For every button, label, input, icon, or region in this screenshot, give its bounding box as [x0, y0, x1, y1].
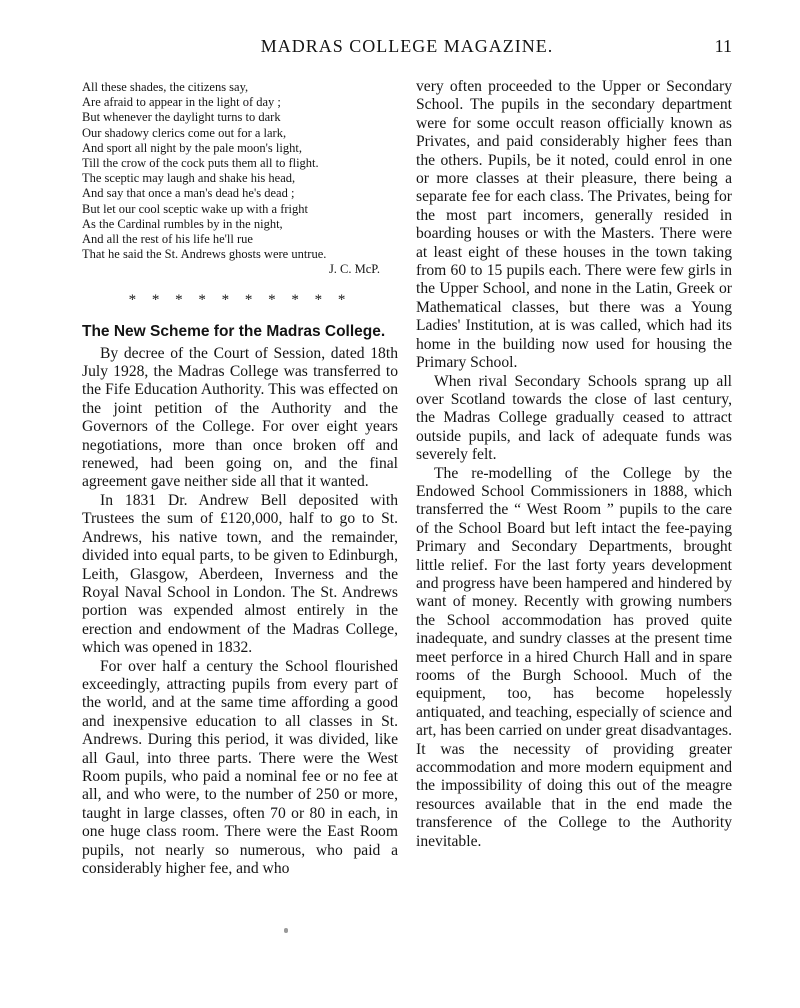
paragraph: The re-modelling of the College by the Endowed School Commissioners in 1888, which transferred the “ West Room ” pupils to the care of the School Board but left intact the fee-paying Primary and Secondary Departments, brought little relief. For the last forty years development and progress have been hampered and hindered by want of money. Recently with growing numbers the School accommodation has proved quite inadequate, and sundry classes at the present time meet perforce in a hired Church Hall and in spare rooms of the Burgh Schoool. Much of the equipment, too, has become hopelessly antiquated, and teaching, especially of science and art, has been carried on under great disadvantages. It was the necessity of providing greater accommodation and more modern equipment and the impossibility of doing this out of the meagre resources available that in the end made the transference of the College to the Authority inevitable.	[416, 464, 732, 850]
poem-line: Till the crow of the cock puts them all to flight.	[82, 156, 319, 171]
paragraph: For over half a century the School flourished exceedingly, attracting pupils from every part of the world, and at the same time affording a good and inexpensive education to all classes in St. Andrews. During this period, it was divided, like all Gaul, into three parts. There were the West Room pupils, who paid a nominal fee or no fee at all, and who were, to the number of 250 or more, taught in large classes, often 70 or 80 in each, in one huge class room. There were the East Room pupils, not nearly so numerous, who paid a considerably higher fee, and who	[82, 657, 398, 878]
poem-line: That he said the St. Andrews ghosts were untrue.	[82, 247, 327, 262]
paragraph-continued: very often proceeded to the Upper or Secondary School. The pupils in the secondary department were for some occult reason officially known as Privates, and paid considerably higher fees than the others. Pupils, be it noted, could enrol in one or more classes at their pleasure, there being a separate fee for each class. The Privates, being for the most part incomers, generally resided in boarding houses or with the Masters. There were at least eight of these houses in the town taking from 60 to 15 pupils each. There were few girls in the Upper School, and none in the Latin, Greek or Mathematical classes, but there was a Young Ladies' Institution, at is was called, which had its home in the building now used for housing the Primary School.	[416, 78, 732, 372]
poem-line: Our shadowy clerics come out for a lark,	[82, 125, 287, 140]
poem-line: Are afraid to appear in the light of day ;	[82, 95, 281, 110]
poem-line: But let our cool sceptic wake up with a fright	[82, 201, 308, 216]
paragraph: When rival Secondary Schools sprang up all over Scotland towards the close of last century, the Madras College gradually ceased to attract outside pupils, and lack of adequate funds was severely felt.	[416, 372, 732, 464]
poem-line: As the Cardinal rumbles by in the night,	[82, 216, 283, 231]
poem-signature: J. C. McP.	[328, 262, 380, 277]
magazine-title: MADRAS COLLEGE MAGAZINE.	[260, 36, 554, 56]
poem-line: And sport all night by the pale moon's light,	[82, 140, 302, 155]
left-column	[82, 78, 398, 878]
poem-line: And all the rest of his life he'll rue	[82, 232, 253, 247]
article-body-left	[82, 345, 398, 879]
page-number: 11	[714, 36, 732, 56]
poem-line: And say that once a man's dead he's dead ;	[82, 186, 295, 201]
right-column	[416, 78, 732, 851]
poem	[82, 80, 398, 278]
paragraph: By decree of the Court of Session, dated 18th July 1928, the Madras College was transferred to the Fife Education Authority. This was effected on the joint petition of the Authority and the Governors of the College. For over eight years negotiations, more than once broken off and renewed, had been going on, and the final agreement gave neither side all that it wanted.	[82, 344, 398, 491]
section-separator: * * * * * * * * * *	[128, 291, 352, 308]
article-heading: The New Scheme for the Madras College.	[82, 322, 386, 340]
print-speck	[284, 928, 288, 933]
poem-line: The sceptic may laugh and shake his head,	[82, 171, 296, 186]
paragraph: In 1831 Dr. Andrew Bell deposited with Trustees the sum of £120,000, half to go to St. Andrews, his native town, and the remainder, divided into equal parts, to be given to Edinburgh, Leith, Glasgow, Aberdeen, Inverness and the Royal Naval School in London. The St. Andrews portion was expended almost entirely in the erection and endowment of the Madras College, which was opened in 1832.	[82, 491, 398, 657]
poem-line: But whenever the daylight turns to dark	[82, 110, 281, 125]
page-header	[82, 36, 732, 62]
poem-line: All these shades, the citizens say,	[82, 80, 249, 94]
